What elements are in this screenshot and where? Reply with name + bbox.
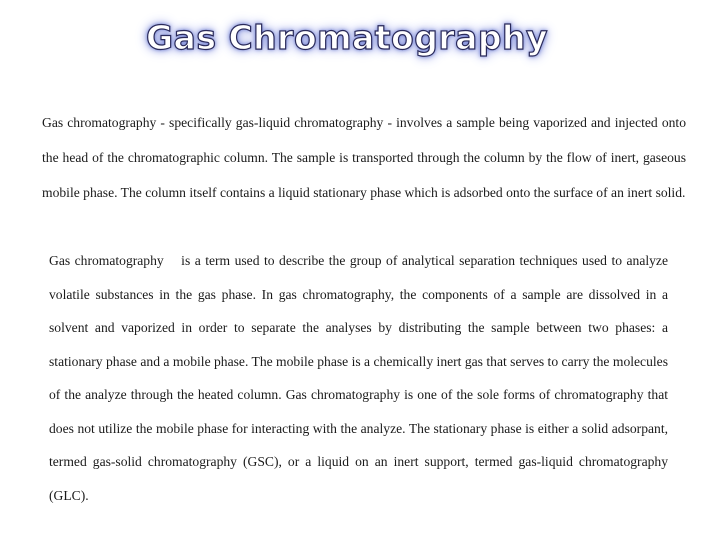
definition-paragraph <box>49 244 668 512</box>
intro-paragraph: Gas chromatography - specifically gas-liquid chromatography - involves a sample being vaporized and injected onto the head of the chromatographic column. The sample is transported through the column by the flow of inert, gaseous mobile phase. The column itself contains a liquid stationary phase which is adsorbed onto the surface of an inert solid. <box>42 115 686 200</box>
page-title: Gas Chromatography <box>145 18 549 57</box>
definition-term: Gas chromatography <box>49 253 164 268</box>
definition-body: is a term used to describe the group of analytical separation techniques used to analyze volatile substances in the gas phase. In gas chromatography, the components of a sample are dissolved in a solvent and vaporized in order to separate the analyses by distributing the sample between two phases: a stationary phase and a mobile phase. The mobile phase is a chemically inert gas that serves to carry the molecules of the analyze through the heated column. Gas chromatography is one of the sole forms of chromatography that does not utilize the mobile phase for interacting with the analyze. The stationary phase is either a solid adsorpant, termed gas-solid chromatography (GSC), or a liquid on an inert support, termed gas-liquid chromatography (GLC). <box>49 253 668 503</box>
